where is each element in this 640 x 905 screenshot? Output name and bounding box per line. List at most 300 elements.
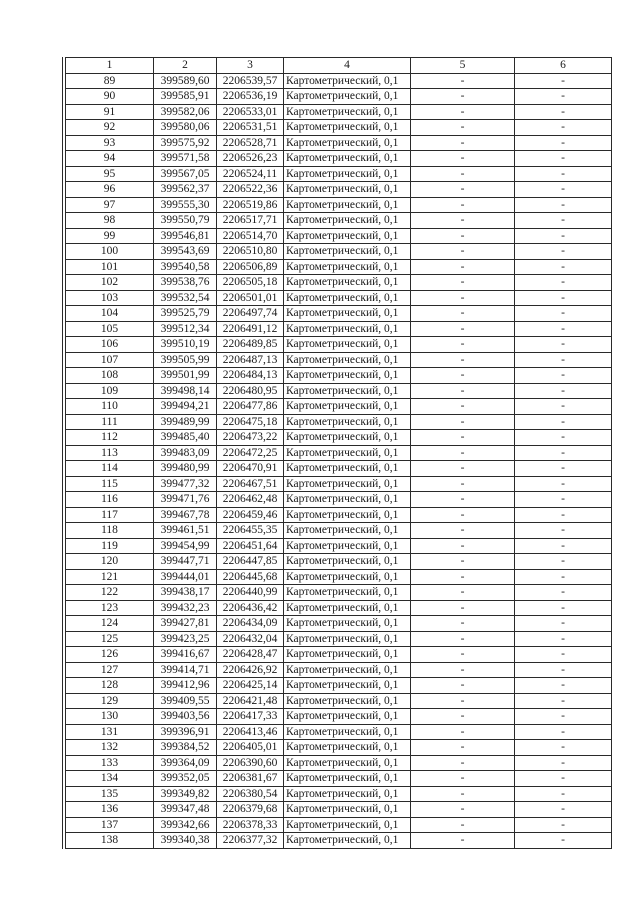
column5-cell: -	[411, 275, 515, 291]
table-row	[66, 647, 612, 663]
x-coordinate-cell: 399467,78	[154, 507, 217, 523]
point-number-cell: 132	[66, 740, 154, 756]
table-row	[66, 321, 612, 337]
point-number-cell: 90	[66, 89, 154, 105]
table-row	[66, 616, 612, 632]
column6-cell: -	[515, 507, 612, 523]
x-coordinate-cell: 399489,99	[154, 414, 217, 430]
column5-cell: -	[411, 693, 515, 709]
point-number-cell: 115	[66, 476, 154, 492]
y-coordinate-cell: 2206413,46	[217, 724, 284, 740]
column6-cell: -	[515, 259, 612, 275]
column5-cell: -	[411, 414, 515, 430]
point-number-cell: 125	[66, 631, 154, 647]
column6-cell: -	[515, 197, 612, 213]
column6-cell: -	[515, 182, 612, 198]
table-row	[66, 259, 612, 275]
x-coordinate-cell: 399585,91	[154, 89, 217, 105]
x-coordinate-cell: 399525,79	[154, 306, 217, 322]
table-row	[66, 709, 612, 725]
method-cell: Картометрический, 0,1	[284, 507, 411, 523]
column6-cell: -	[515, 600, 612, 616]
column5-cell: -	[411, 538, 515, 554]
table-row	[66, 430, 612, 446]
x-coordinate-cell: 399352,05	[154, 771, 217, 787]
x-coordinate-cell: 399349,82	[154, 786, 217, 802]
column6-cell: -	[515, 693, 612, 709]
column6-cell: -	[515, 538, 612, 554]
y-coordinate-cell: 2206381,67	[217, 771, 284, 787]
point-number-cell: 97	[66, 197, 154, 213]
x-coordinate-cell: 399364,09	[154, 755, 217, 771]
x-coordinate-cell: 399396,91	[154, 724, 217, 740]
table-row	[66, 771, 612, 787]
point-number-cell: 138	[66, 833, 154, 849]
point-number-cell: 134	[66, 771, 154, 787]
y-coordinate-cell: 2206517,71	[217, 213, 284, 229]
column5-cell: -	[411, 833, 515, 849]
method-cell: Картометрический, 0,1	[284, 693, 411, 709]
x-coordinate-cell: 399461,51	[154, 523, 217, 539]
column5-cell: -	[411, 228, 515, 244]
point-number-cell: 120	[66, 554, 154, 570]
y-coordinate-cell: 2206390,60	[217, 755, 284, 771]
table-row	[66, 73, 612, 89]
table-row	[66, 213, 612, 229]
column5-cell: -	[411, 709, 515, 725]
column6-cell: -	[515, 73, 612, 89]
column6-cell: -	[515, 430, 612, 446]
column6-cell: -	[515, 724, 612, 740]
column5-cell: -	[411, 89, 515, 105]
table-row	[66, 507, 612, 523]
column6-cell: -	[515, 321, 612, 337]
method-cell: Картометрический, 0,1	[284, 523, 411, 539]
point-number-cell: 93	[66, 135, 154, 151]
y-coordinate-cell: 2206501,01	[217, 290, 284, 306]
column6-cell: -	[515, 616, 612, 632]
column5-cell: -	[411, 647, 515, 663]
column-header-6: 6	[515, 58, 612, 74]
method-cell: Картометрический, 0,1	[284, 492, 411, 508]
column5-cell: -	[411, 213, 515, 229]
table-row	[66, 678, 612, 694]
method-cell: Картометрический, 0,1	[284, 337, 411, 353]
y-coordinate-cell: 2206484,13	[217, 368, 284, 384]
column5-cell: -	[411, 306, 515, 322]
column6-cell: -	[515, 569, 612, 585]
column6-cell: -	[515, 833, 612, 849]
point-number-cell: 111	[66, 414, 154, 430]
column6-cell: -	[515, 554, 612, 570]
table-row	[66, 290, 612, 306]
table-row	[66, 833, 612, 849]
table-row	[66, 383, 612, 399]
point-number-cell: 102	[66, 275, 154, 291]
x-coordinate-cell: 399347,48	[154, 802, 217, 818]
point-number-cell: 119	[66, 538, 154, 554]
y-coordinate-cell: 2206531,51	[217, 120, 284, 136]
y-coordinate-cell: 2206445,68	[217, 569, 284, 585]
point-number-cell: 130	[66, 709, 154, 725]
column6-cell: -	[515, 151, 612, 167]
x-coordinate-cell: 399512,34	[154, 321, 217, 337]
column6-cell: -	[515, 104, 612, 120]
column6-cell: -	[515, 445, 612, 461]
point-number-cell: 137	[66, 817, 154, 833]
column5-cell: -	[411, 585, 515, 601]
method-cell: Картометрический, 0,1	[284, 399, 411, 415]
column6-cell: -	[515, 213, 612, 229]
method-cell: Картометрический, 0,1	[284, 678, 411, 694]
column5-cell: -	[411, 321, 515, 337]
x-coordinate-cell: 399342,66	[154, 817, 217, 833]
column6-cell: -	[515, 662, 612, 678]
y-coordinate-cell: 2206519,86	[217, 197, 284, 213]
column6-cell: -	[515, 817, 612, 833]
x-coordinate-cell: 399501,99	[154, 368, 217, 384]
table-row	[66, 554, 612, 570]
x-coordinate-cell: 399485,40	[154, 430, 217, 446]
y-coordinate-cell: 2206447,85	[217, 554, 284, 570]
column5-cell: -	[411, 492, 515, 508]
y-coordinate-cell: 2206489,85	[217, 337, 284, 353]
column6-cell: -	[515, 709, 612, 725]
column5-cell: -	[411, 476, 515, 492]
y-coordinate-cell: 2206528,71	[217, 135, 284, 151]
point-number-cell: 108	[66, 368, 154, 384]
table-row	[66, 306, 612, 322]
y-coordinate-cell: 2206380,54	[217, 786, 284, 802]
point-number-cell: 106	[66, 337, 154, 353]
method-cell: Картометрический, 0,1	[284, 275, 411, 291]
x-coordinate-cell: 399447,71	[154, 554, 217, 570]
table-row	[66, 600, 612, 616]
point-number-cell: 118	[66, 523, 154, 539]
column6-cell: -	[515, 306, 612, 322]
x-coordinate-cell: 399555,30	[154, 197, 217, 213]
x-coordinate-cell: 399384,52	[154, 740, 217, 756]
point-number-cell: 101	[66, 259, 154, 275]
column6-cell: -	[515, 476, 612, 492]
table-body	[66, 73, 612, 848]
column6-cell: -	[515, 771, 612, 787]
table-row	[66, 135, 612, 151]
column5-cell: -	[411, 430, 515, 446]
method-cell: Картометрический, 0,1	[284, 585, 411, 601]
y-coordinate-cell: 2206524,11	[217, 166, 284, 182]
point-number-cell: 122	[66, 585, 154, 601]
table-row	[66, 693, 612, 709]
column6-cell: -	[515, 461, 612, 477]
x-coordinate-cell: 399477,32	[154, 476, 217, 492]
column5-cell: -	[411, 290, 515, 306]
method-cell: Картометрический, 0,1	[284, 786, 411, 802]
x-coordinate-cell: 399444,01	[154, 569, 217, 585]
method-cell: Картометрический, 0,1	[284, 600, 411, 616]
y-coordinate-cell: 2206417,33	[217, 709, 284, 725]
point-number-cell: 123	[66, 600, 154, 616]
table-row	[66, 662, 612, 678]
y-coordinate-cell: 2206436,42	[217, 600, 284, 616]
table-row	[66, 120, 612, 136]
method-cell: Картометрический, 0,1	[284, 197, 411, 213]
table-row	[66, 414, 612, 430]
y-coordinate-cell: 2206497,74	[217, 306, 284, 322]
column5-cell: -	[411, 569, 515, 585]
point-number-cell: 103	[66, 290, 154, 306]
table-row	[66, 631, 612, 647]
x-coordinate-cell: 399510,19	[154, 337, 217, 353]
y-coordinate-cell: 2206522,36	[217, 182, 284, 198]
column5-cell: -	[411, 631, 515, 647]
y-coordinate-cell: 2206428,47	[217, 647, 284, 663]
x-coordinate-cell: 399423,25	[154, 631, 217, 647]
table-row	[66, 151, 612, 167]
y-coordinate-cell: 2206472,25	[217, 445, 284, 461]
method-cell: Картометрический, 0,1	[284, 306, 411, 322]
point-number-cell: 129	[66, 693, 154, 709]
x-coordinate-cell: 399480,99	[154, 461, 217, 477]
header-row	[66, 58, 612, 74]
y-coordinate-cell: 2206440,99	[217, 585, 284, 601]
point-number-cell: 109	[66, 383, 154, 399]
table-row	[66, 786, 612, 802]
x-coordinate-cell: 399538,76	[154, 275, 217, 291]
x-coordinate-cell: 399471,76	[154, 492, 217, 508]
y-coordinate-cell: 2206455,35	[217, 523, 284, 539]
method-cell: Картометрический, 0,1	[284, 430, 411, 446]
table-row	[66, 228, 612, 244]
point-number-cell: 124	[66, 616, 154, 632]
method-cell: Картометрический, 0,1	[284, 445, 411, 461]
column6-cell: -	[515, 755, 612, 771]
point-number-cell: 99	[66, 228, 154, 244]
method-cell: Картометрический, 0,1	[284, 383, 411, 399]
column5-cell: -	[411, 616, 515, 632]
column6-cell: -	[515, 368, 612, 384]
y-coordinate-cell: 2206514,70	[217, 228, 284, 244]
x-coordinate-cell: 399454,99	[154, 538, 217, 554]
y-coordinate-cell: 2206467,51	[217, 476, 284, 492]
point-number-cell: 94	[66, 151, 154, 167]
point-number-cell: 116	[66, 492, 154, 508]
column6-cell: -	[515, 647, 612, 663]
y-coordinate-cell: 2206405,01	[217, 740, 284, 756]
x-coordinate-cell: 399540,58	[154, 259, 217, 275]
x-coordinate-cell: 399571,58	[154, 151, 217, 167]
column6-cell: -	[515, 523, 612, 539]
method-cell: Картометрический, 0,1	[284, 724, 411, 740]
x-coordinate-cell: 399580,06	[154, 120, 217, 136]
column6-cell: -	[515, 383, 612, 399]
column5-cell: -	[411, 135, 515, 151]
table-header	[66, 58, 612, 74]
x-coordinate-cell: 399414,71	[154, 662, 217, 678]
point-number-cell: 113	[66, 445, 154, 461]
point-number-cell: 117	[66, 507, 154, 523]
x-coordinate-cell: 399498,14	[154, 383, 217, 399]
method-cell: Картометрический, 0,1	[284, 414, 411, 430]
column6-cell: -	[515, 337, 612, 353]
column-header-y: 3	[217, 58, 284, 74]
method-cell: Картометрический, 0,1	[284, 182, 411, 198]
column5-cell: -	[411, 786, 515, 802]
y-coordinate-cell: 2206477,86	[217, 399, 284, 415]
table-row	[66, 368, 612, 384]
y-coordinate-cell: 2206510,80	[217, 244, 284, 260]
x-coordinate-cell: 399403,56	[154, 709, 217, 725]
point-number-cell: 96	[66, 182, 154, 198]
column6-cell: -	[515, 228, 612, 244]
method-cell: Картометрический, 0,1	[284, 662, 411, 678]
column5-cell: -	[411, 104, 515, 120]
table-row	[66, 476, 612, 492]
y-coordinate-cell: 2206421,48	[217, 693, 284, 709]
method-cell: Картометрический, 0,1	[284, 73, 411, 89]
point-number-cell: 105	[66, 321, 154, 337]
column5-cell: -	[411, 197, 515, 213]
column6-cell: -	[515, 802, 612, 818]
column5-cell: -	[411, 337, 515, 353]
point-number-cell: 107	[66, 352, 154, 368]
point-number-cell: 92	[66, 120, 154, 136]
table-row	[66, 740, 612, 756]
method-cell: Картометрический, 0,1	[284, 476, 411, 492]
y-coordinate-cell: 2206526,23	[217, 151, 284, 167]
method-cell: Картометрический, 0,1	[284, 709, 411, 725]
y-coordinate-cell: 2206451,64	[217, 538, 284, 554]
column6-cell: -	[515, 399, 612, 415]
method-cell: Картометрический, 0,1	[284, 755, 411, 771]
point-number-cell: 121	[66, 569, 154, 585]
y-coordinate-cell: 2206379,68	[217, 802, 284, 818]
point-number-cell: 100	[66, 244, 154, 260]
point-number-cell: 95	[66, 166, 154, 182]
point-number-cell: 126	[66, 647, 154, 663]
coordinates-table	[65, 57, 612, 849]
point-number-cell: 131	[66, 724, 154, 740]
point-number-cell: 104	[66, 306, 154, 322]
table-row	[66, 166, 612, 182]
y-coordinate-cell: 2206491,12	[217, 321, 284, 337]
y-coordinate-cell: 2206470,91	[217, 461, 284, 477]
y-coordinate-cell: 2206426,92	[217, 662, 284, 678]
method-cell: Картометрический, 0,1	[284, 833, 411, 849]
table-row	[66, 89, 612, 105]
method-cell: Картометрический, 0,1	[284, 554, 411, 570]
point-number-cell: 91	[66, 104, 154, 120]
x-coordinate-cell: 399432,23	[154, 600, 217, 616]
x-coordinate-cell: 399340,38	[154, 833, 217, 849]
column6-cell: -	[515, 89, 612, 105]
method-cell: Картометрический, 0,1	[284, 135, 411, 151]
column5-cell: -	[411, 554, 515, 570]
column5-cell: -	[411, 120, 515, 136]
point-number-cell: 89	[66, 73, 154, 89]
x-coordinate-cell: 399589,60	[154, 73, 217, 89]
y-coordinate-cell: 2206459,46	[217, 507, 284, 523]
method-cell: Картометрический, 0,1	[284, 259, 411, 275]
method-cell: Картометрический, 0,1	[284, 740, 411, 756]
column6-cell: -	[515, 166, 612, 182]
column5-cell: -	[411, 399, 515, 415]
method-cell: Картометрический, 0,1	[284, 120, 411, 136]
y-coordinate-cell: 2206425,14	[217, 678, 284, 694]
x-coordinate-cell: 399494,21	[154, 399, 217, 415]
method-cell: Картометрический, 0,1	[284, 228, 411, 244]
x-coordinate-cell: 399567,05	[154, 166, 217, 182]
method-cell: Картометрический, 0,1	[284, 616, 411, 632]
point-number-cell: 127	[66, 662, 154, 678]
method-cell: Картометрический, 0,1	[284, 166, 411, 182]
table-row	[66, 755, 612, 771]
table-row	[66, 523, 612, 539]
method-cell: Картометрический, 0,1	[284, 538, 411, 554]
table-row	[66, 817, 612, 833]
column5-cell: -	[411, 383, 515, 399]
x-coordinate-cell: 399562,37	[154, 182, 217, 198]
column6-cell: -	[515, 414, 612, 430]
table-row	[66, 244, 612, 260]
column5-cell: -	[411, 600, 515, 616]
column6-cell: -	[515, 786, 612, 802]
y-coordinate-cell: 2206473,22	[217, 430, 284, 446]
y-coordinate-cell: 2206539,57	[217, 73, 284, 89]
y-coordinate-cell: 2206505,18	[217, 275, 284, 291]
x-coordinate-cell: 399550,79	[154, 213, 217, 229]
column5-cell: -	[411, 662, 515, 678]
column5-cell: -	[411, 461, 515, 477]
method-cell: Картометрический, 0,1	[284, 771, 411, 787]
column6-cell: -	[515, 120, 612, 136]
table-row	[66, 275, 612, 291]
x-coordinate-cell: 399505,99	[154, 352, 217, 368]
table-row	[66, 802, 612, 818]
point-number-cell: 114	[66, 461, 154, 477]
column5-cell: -	[411, 182, 515, 198]
x-coordinate-cell: 399546,81	[154, 228, 217, 244]
method-cell: Картометрический, 0,1	[284, 151, 411, 167]
column5-cell: -	[411, 259, 515, 275]
column-header-point-number: 1	[66, 58, 154, 74]
x-coordinate-cell: 399438,17	[154, 585, 217, 601]
column-header-x: 2	[154, 58, 217, 74]
method-cell: Картометрический, 0,1	[284, 461, 411, 477]
y-coordinate-cell: 2206432,04	[217, 631, 284, 647]
y-coordinate-cell: 2206462,48	[217, 492, 284, 508]
method-cell: Картометрический, 0,1	[284, 290, 411, 306]
column6-cell: -	[515, 492, 612, 508]
point-number-cell: 110	[66, 399, 154, 415]
column6-cell: -	[515, 631, 612, 647]
column6-cell: -	[515, 585, 612, 601]
y-coordinate-cell: 2206533,01	[217, 104, 284, 120]
column5-cell: -	[411, 755, 515, 771]
table-row	[66, 104, 612, 120]
point-number-cell: 112	[66, 430, 154, 446]
coordinates-sheet	[65, 57, 611, 849]
column5-cell: -	[411, 73, 515, 89]
column6-cell: -	[515, 275, 612, 291]
method-cell: Картометрический, 0,1	[284, 631, 411, 647]
y-coordinate-cell: 2206377,32	[217, 833, 284, 849]
method-cell: Картометрический, 0,1	[284, 802, 411, 818]
method-cell: Картометрический, 0,1	[284, 647, 411, 663]
x-coordinate-cell: 399416,67	[154, 647, 217, 663]
column5-cell: -	[411, 507, 515, 523]
table-row	[66, 724, 612, 740]
